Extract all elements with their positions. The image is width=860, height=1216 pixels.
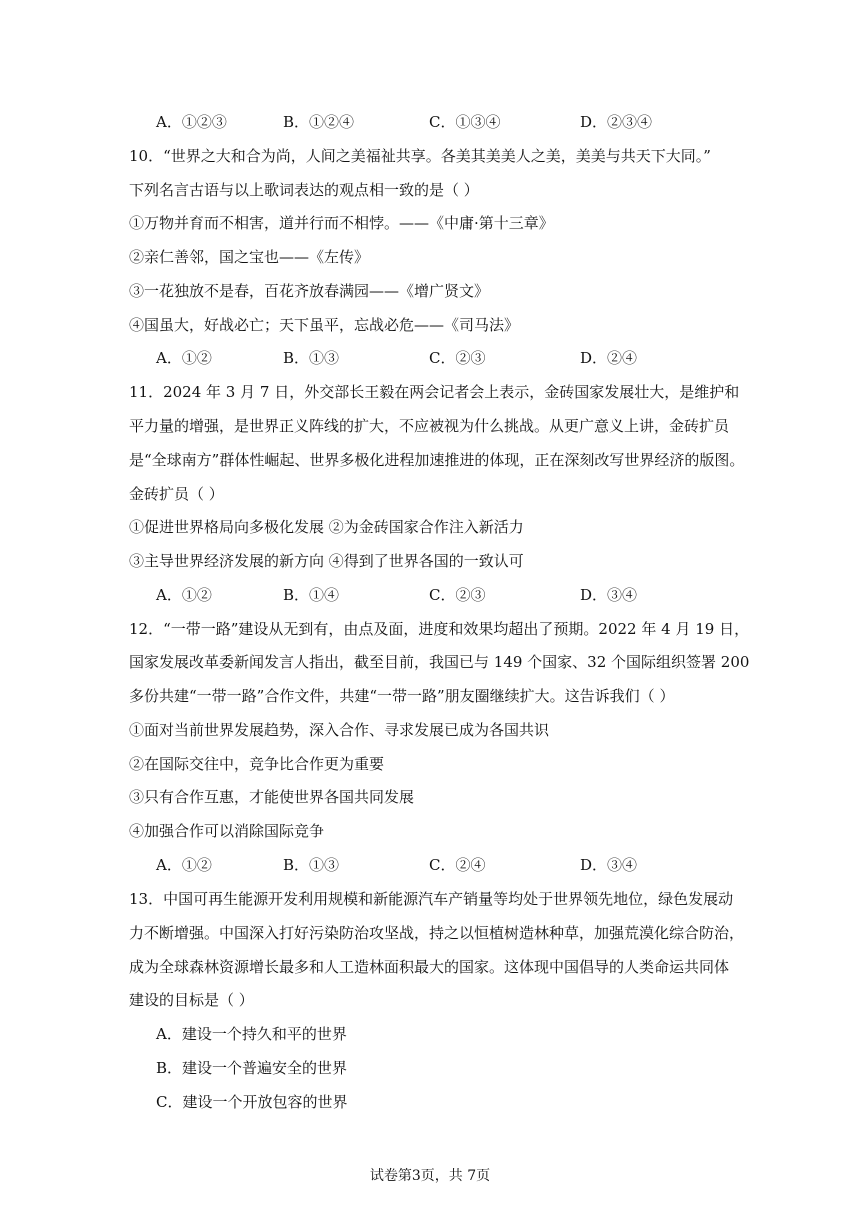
q11-option-c[interactable]: C．②③ bbox=[429, 586, 486, 604]
q12-stem-line-3: 多份共建“一带一路”合作文件，共建“一带一路”朋友圈继续扩大。这告诉我们（ ） bbox=[129, 687, 675, 705]
q11-statements-3-4: ③主导世界经济发展的新方向 ④得到了世界各国的一致认可 bbox=[129, 552, 524, 570]
q11-stem-line-4: 金砖扩员（ ） bbox=[129, 485, 224, 503]
q13-stem-line-1: 13．中国可再生能源开发利用规模和新能源汽车产销量等均处于世界领先地位，绿色发展动 bbox=[129, 890, 734, 908]
q10-statement-3: ③一花独放不是春，百花齐放春满园——《增广贤文》 bbox=[129, 282, 490, 300]
q10-options bbox=[156, 348, 716, 368]
q10-statement-1: ①万物并育而不相害，道并行而不相悖。——《中庸·第十三章》 bbox=[129, 214, 554, 232]
q10-statement-4: ④国虽大，好战必亡；天下虽平，忘战必危——《司马法》 bbox=[129, 316, 520, 334]
q10-stem-line-1: 10．“世界之大和合为尚，人间之美福祉共享。各美其美美人之美，美美与共天下大同。” bbox=[129, 147, 711, 165]
q9-option-c[interactable]: C．①③④ bbox=[429, 113, 501, 131]
q13-option-b[interactable]: B．建设一个普遍安全的世界 bbox=[156, 1059, 348, 1077]
q11-option-a[interactable]: A．①② bbox=[156, 586, 212, 604]
q13-option-a[interactable]: A．建设一个持久和平的世界 bbox=[156, 1025, 347, 1043]
q12-statement-2: ②在国际交往中，竞争比合作更为重要 bbox=[129, 755, 385, 773]
q9-option-a[interactable]: A．①②③ bbox=[156, 113, 227, 131]
q12-option-b[interactable]: B．①③ bbox=[283, 856, 340, 874]
page-footer: 试卷第3页，共 7页 bbox=[369, 1168, 491, 1184]
q10-option-b[interactable]: B．①③ bbox=[283, 349, 340, 367]
q11-stem-line-1: 11．2024 年 3 月 7 日，外交部长王毅在两会记者会上表示，金砖国家发展壮大，是维护和 bbox=[129, 383, 740, 401]
q11-stem-line-2: 平力量的增强，是世界正义阵线的扩大，不应被视为什么挑战。从更广意义上讲，金砖扩员 bbox=[129, 417, 730, 435]
q13-stem-line-4: 建设的目标是（ ） bbox=[129, 991, 254, 1009]
q12-option-c[interactable]: C．②④ bbox=[429, 856, 486, 874]
q13-stem-line-3: 成为全球森林资源增长最多和人工造林面积最大的国家。这体现中国倡导的人类命运共同体 bbox=[129, 958, 730, 976]
q10-option-c[interactable]: C．②③ bbox=[429, 349, 486, 367]
q11-option-b[interactable]: B．①④ bbox=[283, 586, 340, 604]
q11-statements-1-2: ①促进世界格局向多极化发展 ②为金砖国家合作注入新活力 bbox=[129, 518, 524, 536]
q12-statement-4: ④加强合作可以消除国际竞争 bbox=[129, 822, 325, 840]
q9-option-b[interactable]: B．①②④ bbox=[283, 113, 355, 131]
q12-options bbox=[156, 855, 716, 875]
q10-option-a[interactable]: A．①② bbox=[156, 349, 212, 367]
q11-option-d[interactable]: D．③④ bbox=[580, 586, 638, 604]
q12-statement-3: ③只有合作互惠，才能使世界各国共同发展 bbox=[129, 788, 415, 806]
q12-stem-line-1: 12．“一带一路”建设从无到有，由点及面，进度和效果均超出了预期。2022 年 4 月 19 日， bbox=[129, 620, 750, 638]
q13-stem-line-2: 力不断增强。中国深入打好污染防治攻坚战，持之以恒植树造林种草，加强荒漠化综合防治， bbox=[129, 924, 745, 942]
q12-stem-line-2: 国家发展改革委新闻发言人指出，截至目前，我国已与 149 个国家、32 个国际组织签署 200 bbox=[129, 653, 750, 671]
q13-option-c[interactable]: C．建设一个开放包容的世界 bbox=[156, 1093, 348, 1111]
q10-statement-2: ②亲仁善邻，国之宝也——《左传》 bbox=[129, 248, 370, 266]
q12-option-d[interactable]: D．③④ bbox=[580, 856, 638, 874]
q12-option-a[interactable]: A．①② bbox=[156, 856, 212, 874]
q11-options bbox=[156, 585, 716, 605]
q9-options bbox=[156, 112, 716, 132]
q11-stem-line-3: 是“全球南方”群体性崛起、世界多极化进程加速推进的体现，正在深刻改写世界经济的版图。 bbox=[129, 451, 745, 469]
q10-stem-line-2: 下列名言古语与以上歌词表达的观点相一致的是（ ） bbox=[129, 181, 479, 199]
q9-option-d[interactable]: D．②③④ bbox=[580, 113, 653, 131]
q10-option-d[interactable]: D．②④ bbox=[580, 349, 638, 367]
q12-statement-1: ①面对当前世界发展趋势，深入合作、寻求发展已成为各国共识 bbox=[129, 721, 550, 739]
